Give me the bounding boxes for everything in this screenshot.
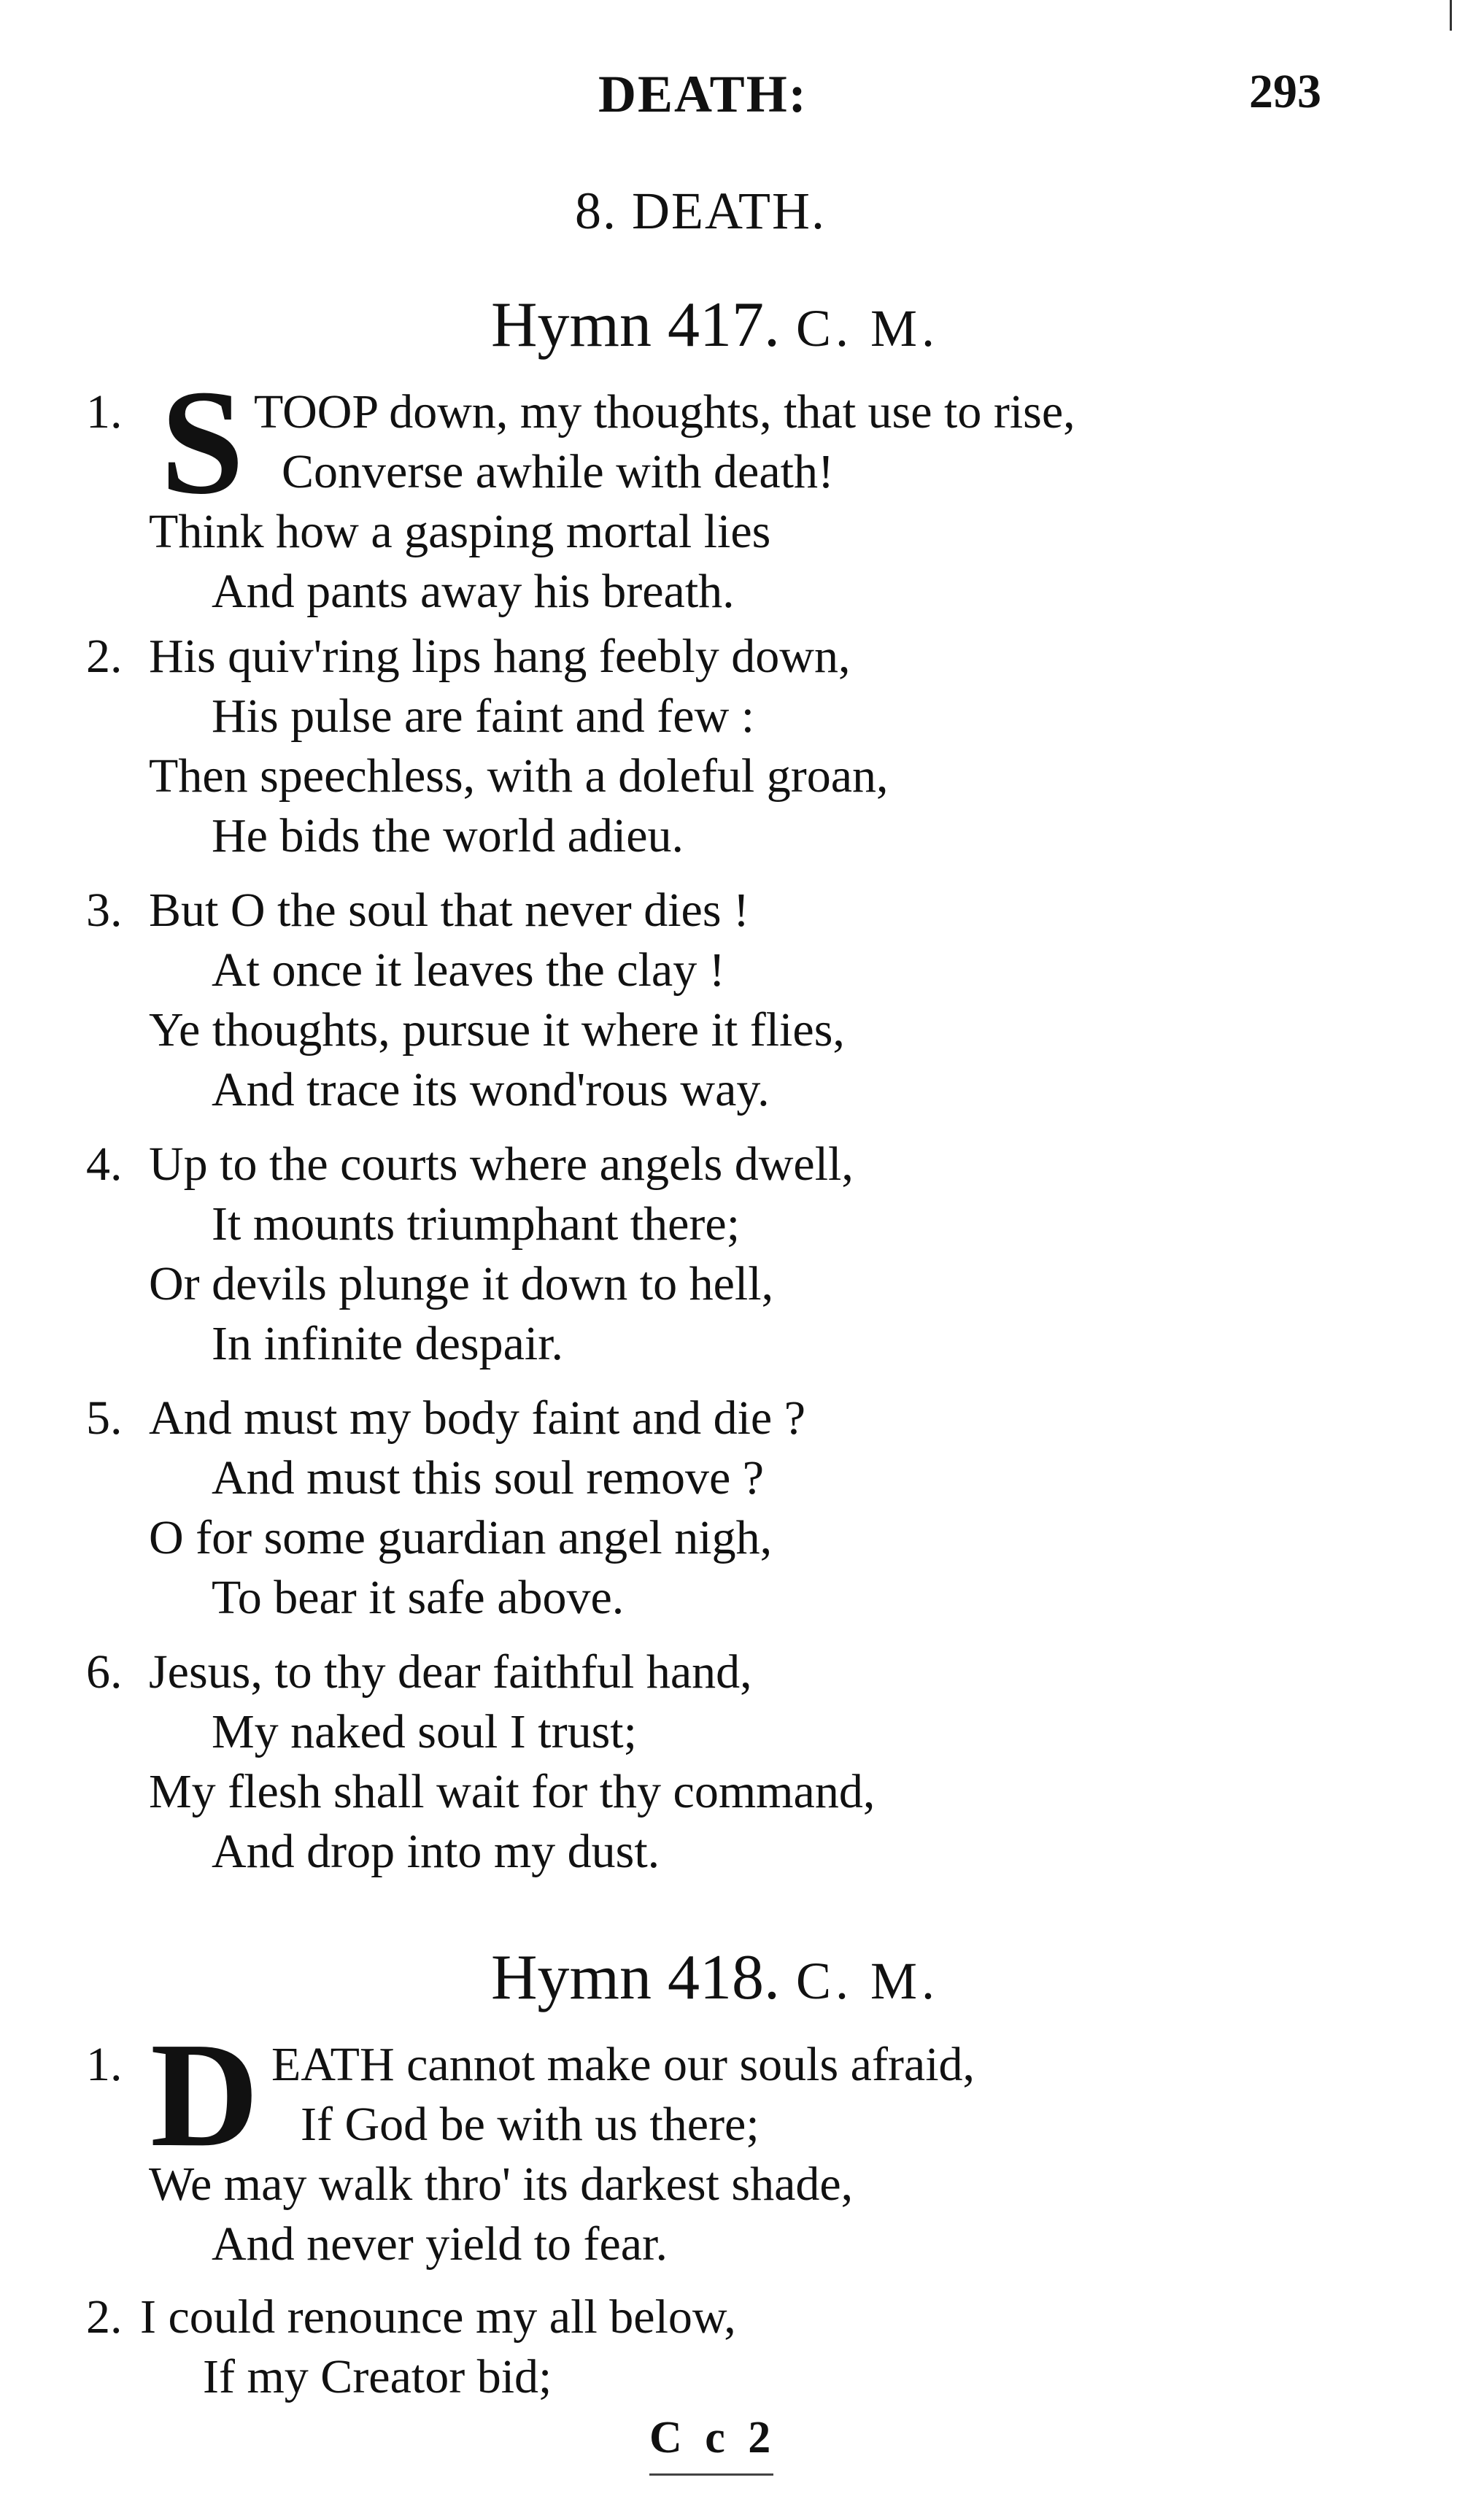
verse-line: And never yield to fear. (212, 2217, 668, 2271)
drop-cap: D (150, 2011, 259, 2178)
verse-line: And trace its wond'rous way. (212, 1063, 770, 1116)
hymn-number: Hymn 417. (490, 290, 780, 360)
verse-line: At once it leaves the clay ! (212, 943, 725, 997)
hymn-number: Hymn 418. (490, 1942, 780, 2013)
verse-line: EATH cannot make our souls afraid, (271, 2038, 975, 2091)
verse-number: 4. (86, 1138, 123, 1191)
running-head (0, 64, 1484, 123)
verse-line: We may walk thro' its darkest shade, (149, 2158, 854, 2211)
verse-number: 1. (86, 2038, 123, 2091)
signature-underline (649, 2473, 773, 2476)
hymn-meter: C. M. (795, 299, 940, 358)
verse-line: I could renounce my all below, (140, 2290, 736, 2344)
verse-number: 5. (86, 1391, 123, 1445)
verse-line: If my Creator bid; (203, 2350, 552, 2403)
verse-line: Converse awhile with death! (282, 445, 834, 498)
hymn-meter: C. M. (795, 1952, 940, 2010)
verse-line: Ye thoughts, pursue it where it flies, (149, 1003, 845, 1057)
verse-line: Up to the courts where angels dwell, (149, 1138, 854, 1191)
verse-line: To bear it safe above. (212, 1571, 625, 1624)
verse-line: And drop into my dust. (212, 1825, 660, 1878)
verse-number: 2. (86, 630, 123, 683)
verse-line: And pants away his breath. (212, 565, 735, 618)
page-edge-rule (1450, 0, 1452, 31)
verse-line: In infinite despair. (212, 1317, 564, 1370)
verse-line: And must this soul remove ? (212, 1451, 765, 1505)
hymn-heading (0, 1941, 1430, 2015)
verse-line: Or devils plunge it down to hell, (149, 1257, 774, 1310)
drop-cap: S (161, 358, 244, 525)
verse-line: O for some guardian angel nigh, (149, 1511, 773, 1564)
verse-line: His pulse are faint and few : (212, 690, 755, 743)
verse-line: He bids the world adieu. (212, 809, 684, 862)
page-number: 293 (1249, 65, 1321, 118)
section-title: 8. DEATH. (575, 182, 826, 240)
signature-mark: C c 2 (649, 2413, 777, 2463)
verse-line: Then speechless, with a doleful groan, (149, 749, 889, 803)
verse-number: 3. (86, 884, 123, 937)
verse-line: My naked soul I trust; (212, 1705, 637, 1758)
verse-line: It mounts triumphant there; (212, 1197, 741, 1251)
verse-line: Jesus, to thy dear faithful hand, (149, 1645, 752, 1699)
verse-number: 2. (86, 2290, 123, 2344)
verse-line: Think how a gasping mortal lies (149, 505, 771, 558)
verse-line: His quiv'ring lips hang feebly down, (149, 630, 851, 683)
verse-number: 6. (86, 1645, 123, 1699)
running-title: DEATH: (598, 65, 808, 123)
hymn-heading (0, 288, 1430, 362)
verse-line: And must my body faint and die ? (149, 1391, 806, 1445)
verse-line: My flesh shall wait for thy command, (149, 1765, 876, 1818)
verse-line: But O the soul that never dies ! (149, 884, 750, 937)
verse-line: TOOP down, my thoughts, that use to rise, (254, 385, 1075, 439)
verse-number: 1. (86, 385, 123, 439)
verse-line: If God be with us there; (301, 2098, 760, 2151)
